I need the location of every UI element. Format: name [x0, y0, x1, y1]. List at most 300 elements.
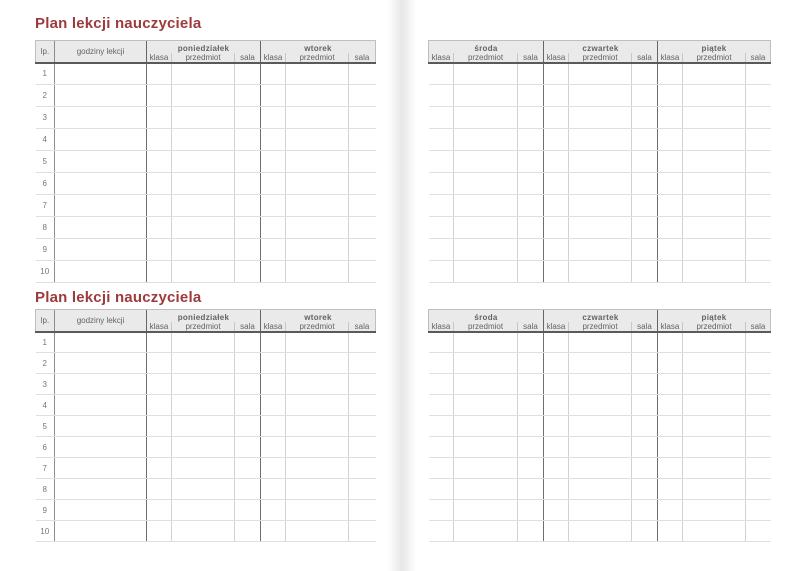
klasa-cell [261, 217, 286, 239]
subcolumn-header-klasa: klasa [147, 322, 172, 332]
sala-cell [746, 173, 771, 195]
przedmiot-cell [683, 416, 746, 437]
hours-cell [55, 63, 147, 85]
sala-cell [746, 479, 771, 500]
przedmiot-cell [454, 129, 518, 151]
przedmiot-cell [454, 437, 518, 458]
przedmiot-cell [569, 107, 632, 129]
klasa-cell [658, 195, 683, 217]
subcolumn-header-sala: sala [746, 53, 771, 63]
klasa-cell [658, 239, 683, 261]
sala-cell [235, 195, 261, 217]
day-header-czwartek: czwartek [544, 41, 658, 53]
sala-cell [746, 63, 771, 85]
klasa-cell [261, 195, 286, 217]
sala-cell [632, 173, 658, 195]
klasa-cell [544, 479, 569, 500]
sala-cell [746, 332, 771, 353]
przedmiot-cell [172, 416, 235, 437]
sala-cell [235, 107, 261, 129]
przedmiot-cell [569, 151, 632, 173]
klasa-cell [261, 107, 286, 129]
klasa-cell [429, 63, 454, 85]
sala-cell [518, 416, 544, 437]
sala-cell [632, 63, 658, 85]
sala-cell [632, 332, 658, 353]
row-number: 4 [36, 395, 55, 416]
klasa-cell [544, 458, 569, 479]
klasa-cell [261, 151, 286, 173]
sala-cell [518, 261, 544, 283]
klasa-cell [147, 129, 172, 151]
klasa-cell [261, 500, 286, 521]
lesson-row [429, 416, 771, 437]
subcolumn-header-klasa: klasa [261, 322, 286, 332]
sala-cell [632, 129, 658, 151]
przedmiot-cell [683, 151, 746, 173]
klasa-cell [147, 107, 172, 129]
przedmiot-cell [286, 479, 349, 500]
subcolumn-header-sala: sala [746, 322, 771, 332]
lesson-row [36, 261, 376, 283]
przedmiot-cell [683, 395, 746, 416]
przedmiot-cell [172, 129, 235, 151]
przedmiot-cell [172, 521, 235, 542]
klasa-cell [658, 416, 683, 437]
lesson-row [36, 195, 376, 217]
klasa-cell [147, 353, 172, 374]
przedmiot-cell [569, 195, 632, 217]
hours-cell [55, 416, 147, 437]
row-number: 1 [36, 332, 55, 353]
row-number: 1 [36, 63, 55, 85]
lesson-plan-table-left-top [35, 40, 376, 283]
sala-cell [746, 195, 771, 217]
sala-cell [235, 332, 261, 353]
subcolumn-header-przedmiot: przedmiot [683, 53, 746, 63]
klasa-cell [429, 261, 454, 283]
sala-cell [235, 63, 261, 85]
sala-cell [235, 239, 261, 261]
klasa-cell [147, 217, 172, 239]
klasa-cell [429, 239, 454, 261]
sala-cell [746, 458, 771, 479]
day-header-poniedziałek: poniedziałek [147, 310, 261, 322]
sala-cell [518, 195, 544, 217]
przedmiot-cell [683, 63, 746, 85]
klasa-cell [544, 521, 569, 542]
klasa-cell [544, 129, 569, 151]
row-number: 9 [36, 500, 55, 521]
przedmiot-cell [454, 195, 518, 217]
sala-cell [518, 85, 544, 107]
day-header-środa: środa [429, 310, 544, 322]
klasa-cell [147, 416, 172, 437]
przedmiot-cell [454, 332, 518, 353]
przedmiot-cell [286, 261, 349, 283]
sala-cell [518, 353, 544, 374]
hours-cell [55, 173, 147, 195]
przedmiot-cell [454, 353, 518, 374]
sala-cell [632, 479, 658, 500]
day-header-wtorek: wtorek [261, 41, 376, 53]
sala-cell [235, 395, 261, 416]
sala-cell [518, 479, 544, 500]
klasa-cell [261, 437, 286, 458]
przedmiot-cell [683, 239, 746, 261]
lesson-row [429, 173, 771, 195]
przedmiot-cell [286, 173, 349, 195]
przedmiot-cell [569, 437, 632, 458]
sala-cell [349, 479, 376, 500]
sala-cell [746, 107, 771, 129]
row-number: 5 [36, 416, 55, 437]
hours-cell [55, 217, 147, 239]
lesson-row [429, 107, 771, 129]
sala-cell [349, 107, 376, 129]
row-number: 10 [36, 261, 55, 283]
lesson-row [429, 479, 771, 500]
klasa-cell [147, 521, 172, 542]
klasa-cell [544, 173, 569, 195]
subcolumn-header-przedmiot: przedmiot [454, 53, 518, 63]
klasa-cell [658, 151, 683, 173]
sala-cell [518, 458, 544, 479]
sala-cell [632, 217, 658, 239]
przedmiot-cell [454, 107, 518, 129]
sala-cell [235, 85, 261, 107]
subcolumn-header-przedmiot: przedmiot [683, 322, 746, 332]
klasa-cell [429, 85, 454, 107]
klasa-cell [147, 173, 172, 195]
subcolumn-header-klasa: klasa [658, 322, 683, 332]
przedmiot-cell [683, 85, 746, 107]
day-header-poniedziałek: poniedziałek [147, 41, 261, 53]
sala-cell [349, 353, 376, 374]
przedmiot-cell [569, 85, 632, 107]
przedmiot-cell [569, 458, 632, 479]
subcolumn-header-klasa: klasa [658, 53, 683, 63]
subcolumn-header-klasa: klasa [544, 322, 569, 332]
przedmiot-cell [454, 521, 518, 542]
subcolumn-header-sala: sala [632, 53, 658, 63]
lesson-row [36, 85, 376, 107]
row-number: 3 [36, 374, 55, 395]
klasa-cell [658, 458, 683, 479]
przedmiot-cell [454, 217, 518, 239]
klasa-cell [429, 129, 454, 151]
przedmiot-cell [172, 173, 235, 195]
sala-cell [349, 374, 376, 395]
klasa-cell [429, 173, 454, 195]
hours-cell [55, 353, 147, 374]
przedmiot-cell [683, 500, 746, 521]
sala-cell [349, 239, 376, 261]
przedmiot-cell [454, 374, 518, 395]
klasa-cell [261, 129, 286, 151]
sala-cell [349, 173, 376, 195]
klasa-cell [658, 395, 683, 416]
hours-cell [55, 107, 147, 129]
lesson-row [429, 239, 771, 261]
lesson-row [429, 437, 771, 458]
sala-cell [518, 63, 544, 85]
przedmiot-cell [683, 261, 746, 283]
przedmiot-cell [683, 332, 746, 353]
hours-cell [55, 437, 147, 458]
klasa-cell [429, 195, 454, 217]
klasa-cell [261, 85, 286, 107]
przedmiot-cell [286, 458, 349, 479]
klasa-cell [147, 458, 172, 479]
sala-cell [518, 151, 544, 173]
przedmiot-cell [286, 416, 349, 437]
przedmiot-cell [683, 353, 746, 374]
lesson-row [429, 458, 771, 479]
lesson-row [429, 521, 771, 542]
row-number: 6 [36, 437, 55, 458]
przedmiot-cell [172, 63, 235, 85]
sala-cell [235, 521, 261, 542]
sala-cell [746, 239, 771, 261]
row-number: 7 [36, 458, 55, 479]
sala-cell [349, 261, 376, 283]
sala-cell [632, 195, 658, 217]
klasa-cell [544, 437, 569, 458]
przedmiot-cell [172, 107, 235, 129]
sala-cell [349, 395, 376, 416]
klasa-cell [429, 353, 454, 374]
klasa-cell [658, 85, 683, 107]
sala-cell [518, 374, 544, 395]
klasa-cell [429, 217, 454, 239]
lesson-row [36, 458, 376, 479]
klasa-cell [544, 195, 569, 217]
klasa-cell [429, 521, 454, 542]
sala-cell [746, 374, 771, 395]
hours-cell [55, 500, 147, 521]
sala-cell [235, 500, 261, 521]
klasa-cell [658, 353, 683, 374]
przedmiot-cell [683, 479, 746, 500]
sala-cell [235, 151, 261, 173]
sala-cell [632, 521, 658, 542]
klasa-cell [147, 479, 172, 500]
przedmiot-cell [286, 129, 349, 151]
sala-cell [349, 85, 376, 107]
przedmiot-cell [683, 195, 746, 217]
klasa-cell [261, 479, 286, 500]
sala-cell [518, 129, 544, 151]
przedmiot-cell [569, 500, 632, 521]
przedmiot-cell [286, 63, 349, 85]
sala-cell [746, 85, 771, 107]
hours-cell [55, 239, 147, 261]
sala-cell [349, 500, 376, 521]
sala-cell [632, 85, 658, 107]
sala-cell [632, 437, 658, 458]
sala-cell [746, 395, 771, 416]
lesson-row [36, 151, 376, 173]
lesson-row [36, 107, 376, 129]
subcolumn-header-klasa: klasa [429, 53, 454, 63]
klasa-cell [544, 500, 569, 521]
przedmiot-cell [454, 479, 518, 500]
przedmiot-cell [569, 217, 632, 239]
przedmiot-cell [454, 458, 518, 479]
subcolumn-header-przedmiot: przedmiot [286, 53, 349, 63]
klasa-cell [658, 217, 683, 239]
klasa-cell [658, 500, 683, 521]
przedmiot-cell [172, 479, 235, 500]
lesson-row [36, 332, 376, 353]
lesson-row [36, 374, 376, 395]
klasa-cell [658, 437, 683, 458]
sala-cell [518, 217, 544, 239]
sala-cell [746, 416, 771, 437]
przedmiot-cell [286, 332, 349, 353]
lesson-row [429, 217, 771, 239]
lesson-row [429, 85, 771, 107]
klasa-cell [544, 239, 569, 261]
sala-cell [349, 195, 376, 217]
lesson-row [36, 217, 376, 239]
lesson-row [36, 500, 376, 521]
sala-cell [518, 521, 544, 542]
sala-cell [746, 217, 771, 239]
przedmiot-cell [454, 416, 518, 437]
sala-cell [746, 521, 771, 542]
przedmiot-cell [172, 437, 235, 458]
klasa-cell [658, 107, 683, 129]
day-header-środa: środa [429, 41, 544, 53]
przedmiot-cell [683, 217, 746, 239]
hours-cell [55, 521, 147, 542]
lesson-row [36, 395, 376, 416]
klasa-cell [658, 332, 683, 353]
przedmiot-cell [454, 151, 518, 173]
przedmiot-cell [569, 129, 632, 151]
klasa-cell [658, 261, 683, 283]
hours-column-header: godziny lekcji [55, 310, 147, 332]
hours-cell [55, 479, 147, 500]
przedmiot-cell [454, 63, 518, 85]
przedmiot-cell [172, 151, 235, 173]
przedmiot-cell [172, 395, 235, 416]
klasa-cell [544, 395, 569, 416]
klasa-cell [429, 374, 454, 395]
przedmiot-cell [286, 239, 349, 261]
lesson-row [429, 261, 771, 283]
klasa-cell [429, 151, 454, 173]
sala-cell [632, 151, 658, 173]
przedmiot-cell [569, 261, 632, 283]
subcolumn-header-klasa: klasa [261, 53, 286, 63]
przedmiot-cell [569, 332, 632, 353]
klasa-cell [261, 458, 286, 479]
przedmiot-cell [683, 458, 746, 479]
lesson-row [36, 437, 376, 458]
klasa-cell [147, 85, 172, 107]
lesson-row [429, 129, 771, 151]
day-header-czwartek: czwartek [544, 310, 658, 322]
przedmiot-cell [683, 521, 746, 542]
klasa-cell [261, 374, 286, 395]
lesson-row [429, 63, 771, 85]
sala-cell [235, 261, 261, 283]
lesson-row [429, 500, 771, 521]
subcolumn-header-sala: sala [518, 322, 544, 332]
sala-cell [518, 239, 544, 261]
sala-cell [235, 353, 261, 374]
klasa-cell [261, 521, 286, 542]
klasa-cell [658, 173, 683, 195]
sala-cell [235, 479, 261, 500]
day-header-piątek: piątek [658, 310, 771, 322]
row-number: 10 [36, 521, 55, 542]
sala-cell [632, 261, 658, 283]
lesson-row [36, 353, 376, 374]
lesson-row [429, 151, 771, 173]
subcolumn-header-przedmiot: przedmiot [172, 322, 235, 332]
row-number: 2 [36, 353, 55, 374]
lesson-plan-table-left-bottom [35, 309, 376, 542]
sala-cell [349, 217, 376, 239]
sala-cell [349, 129, 376, 151]
sala-cell [518, 437, 544, 458]
przedmiot-cell [286, 395, 349, 416]
sala-cell [518, 395, 544, 416]
przedmiot-cell [454, 395, 518, 416]
klasa-cell [147, 195, 172, 217]
sala-cell [235, 129, 261, 151]
przedmiot-cell [683, 374, 746, 395]
sala-cell [235, 437, 261, 458]
row-number: 7 [36, 195, 55, 217]
subcolumn-header-sala: sala [235, 53, 261, 63]
przedmiot-cell [454, 239, 518, 261]
subcolumn-header-klasa: klasa [544, 53, 569, 63]
klasa-cell [147, 63, 172, 85]
sala-cell [235, 416, 261, 437]
przedmiot-cell [172, 261, 235, 283]
lesson-row [429, 332, 771, 353]
subcolumn-header-sala: sala [349, 322, 376, 332]
przedmiot-cell [454, 85, 518, 107]
plan-title-bottom: Plan lekcji nauczyciela [35, 289, 202, 306]
klasa-cell [261, 239, 286, 261]
przedmiot-cell [172, 332, 235, 353]
klasa-cell [544, 217, 569, 239]
lp-column-header: lp. [36, 310, 55, 332]
sala-cell [349, 416, 376, 437]
sala-cell [746, 261, 771, 283]
przedmiot-cell [569, 479, 632, 500]
klasa-cell [429, 437, 454, 458]
przedmiot-cell [569, 63, 632, 85]
klasa-cell [658, 63, 683, 85]
sala-cell [518, 332, 544, 353]
sala-cell [349, 332, 376, 353]
sala-cell [746, 500, 771, 521]
subcolumn-header-przedmiot: przedmiot [172, 53, 235, 63]
lesson-row [429, 374, 771, 395]
klasa-cell [658, 479, 683, 500]
przedmiot-cell [569, 521, 632, 542]
sala-cell [632, 458, 658, 479]
row-number: 8 [36, 479, 55, 500]
sala-cell [235, 374, 261, 395]
